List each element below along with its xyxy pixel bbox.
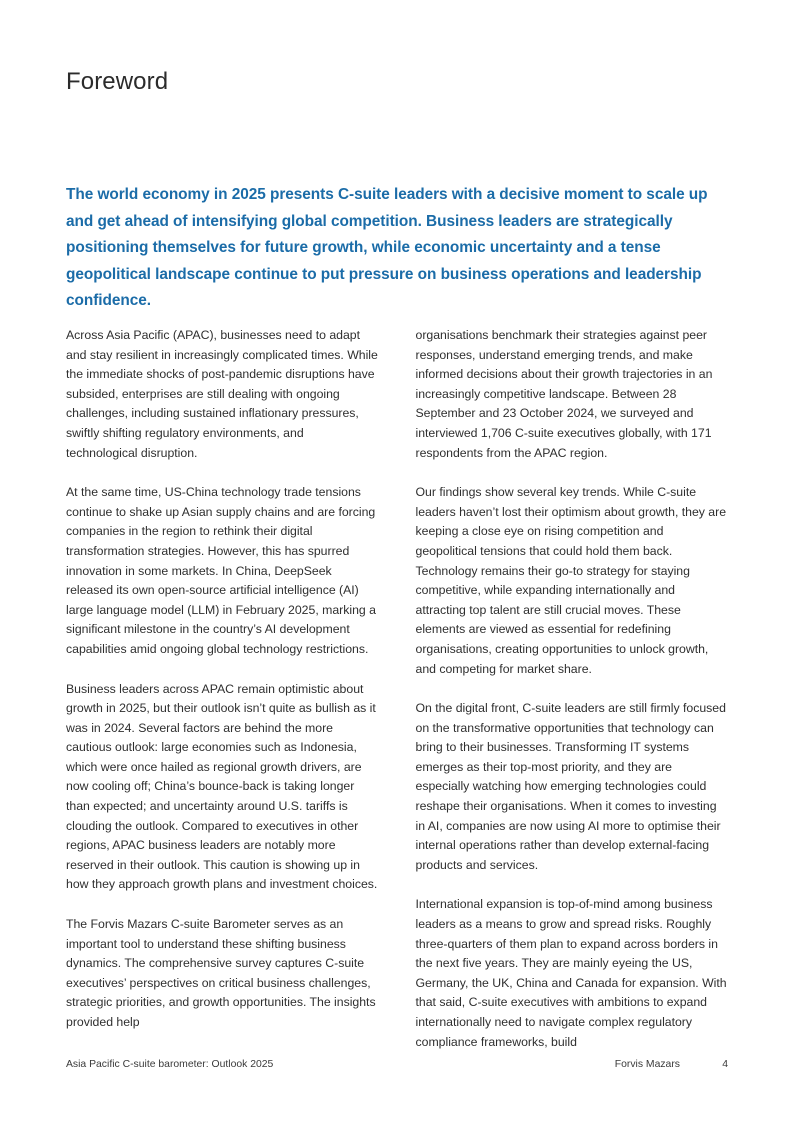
paragraph: Business leaders across APAC remain optimistic about growth in 2025, but their outlook isn’t quite as bullish as it was in 2024. Several factors are behind the more cautious outlook: large economies such as Indonesia, which were once hailed as regional growth drivers, are now cooling off; China’s bounce-back is taking longer than expected; and uncertainty around U.S. tariffs is clouding the outlook. Compared to executives in other regions, APAC business leaders are notably more reserved in their outlook. This caution is showing up in how they approach growth plans and investment choices.: [66, 681, 378, 892]
paragraph: organisations benchmark their strategies against peer responses, understand emerging trends, and make informed decisions about their growth trajectories in an increasingly competitive landscape. Between 28 September and 23 October 2024, we surveyed and interviewed 1,706 C-suite executives globally, with 171 respondents from the APAC region.: [415, 328, 713, 460]
page-title: Foreword: [66, 68, 169, 96]
page-footer: [66, 1059, 728, 1070]
paragraph: International expansion is top-of-mind among business leaders as a means to grow and spread risks. Roughly three-quarters of them plan to expand across borders in the next five years. They are mainly eyeing the US, Germany, the UK, China and Canada for expansion. With that said, C-suite executives with ambitions to expand internationally need to navigate complex regulatory compliance frameworks, build: [415, 897, 727, 1049]
column-right: [416, 326, 729, 1052]
footer-brand: Forvis Mazars: [614, 1059, 680, 1070]
column-left: [66, 326, 379, 1052]
footer-page-number: 4: [722, 1059, 728, 1070]
body-columns: [66, 326, 728, 1052]
paragraph: At the same time, US-China technology trade tensions continue to shake up Asian supply chains and are forcing companies in the region to rethink their digital transformation strategies. However, this has spurred innovation in some markets. In China, DeepSeek released its own open-source artificial intelligence (AI) large language model (LLM) in February 2025, marking a significant milestone in the country’s AI development capabilities amid ongoing global technology restrictions.: [66, 485, 376, 656]
footer-document-title: Asia Pacific C-suite barometer: Outlook 2025: [66, 1059, 274, 1070]
lede-paragraph: The world economy in 2025 presents C-suite leaders with a decisive moment to scale up and get ahead of intensifying global competition. Business leaders are strategically positioning themselves for future growth, while economic uncertainty and a tense geopolitical landscape continue to put pressure on business operations and leadership confidence.: [66, 186, 708, 309]
paragraph: Our findings show several key trends. While C-suite leaders haven’t lost their optimism about growth, they are keeping a close eye on rising competition and geopolitical tensions that could hold them back. Technology remains their go-to strategy for staying competitive, while expanding internationally and attracting top talent are still crucial moves. These elements are viewed as essential for redefining organisations, creating opportunities to unlock growth, and competing for market share.: [415, 485, 727, 676]
paragraph: The Forvis Mazars C-suite Barometer serves as an important tool to understand these shifting business dynamics. The comprehensive survey captures C-suite executives’ perspectives on critical business challenges, strategic priorities, and growth opportunities. The insights provided help: [66, 917, 376, 1029]
paragraph: Across Asia Pacific (APAC), businesses need to adapt and stay resilient in increasingly complicated times. While the immediate shocks of post-pandemic disruptions have subsided, enterprises are still dealing with ongoing challenges, including sustained inflationary pressures, swiftly shifting regulatory environments, and technological disruption.: [66, 328, 378, 460]
paragraph: On the digital front, C-suite leaders are still firmly focused on the transformative opportunities that technology can bring to their businesses. Transforming IT systems emerges as their top-most priority, and they are especially watching how emerging technologies could reshape their organisations. When it comes to investing in AI, companies are now using AI more to optimise their internal operations rather than develop external-facing products and services.: [415, 701, 726, 872]
